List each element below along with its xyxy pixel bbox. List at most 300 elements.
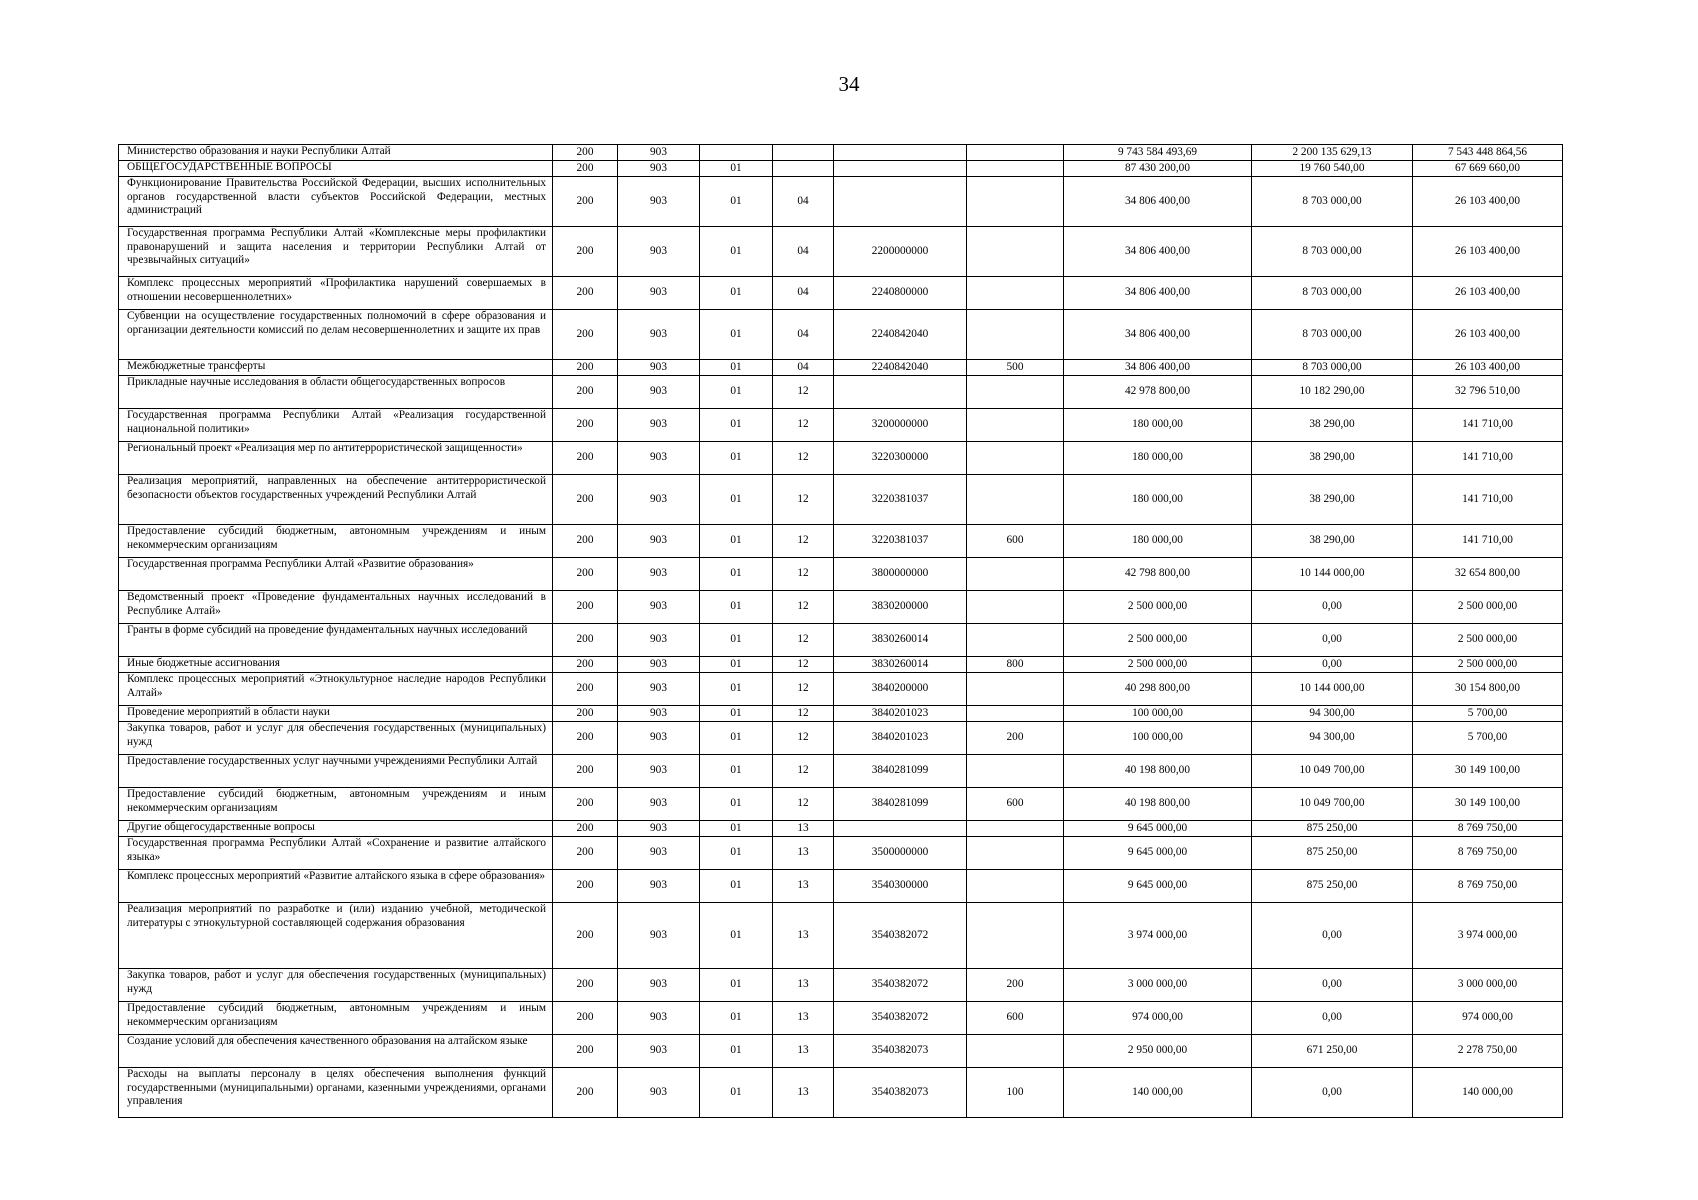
amount-2: 0,00 [1252, 624, 1413, 657]
amount-1: 40 198 800,00 [1064, 788, 1252, 821]
table-row [119, 837, 1563, 870]
section-code: 01 [700, 903, 773, 969]
amount-3: 30 149 100,00 [1413, 755, 1563, 788]
code-2: 903 [618, 1002, 700, 1035]
amount-3: 141 710,00 [1413, 475, 1563, 525]
code-1: 200 [553, 624, 618, 657]
table-row [119, 821, 1563, 837]
expense-type: 100 [967, 1068, 1064, 1118]
row-name: Проведение мероприятий в области науки [119, 706, 553, 722]
amount-2: 8 703 000,00 [1252, 360, 1413, 376]
amount-2: 10 049 700,00 [1252, 755, 1413, 788]
expense-type: 200 [967, 969, 1064, 1002]
code-2: 903 [618, 376, 700, 409]
table-row [119, 706, 1563, 722]
section-code [700, 145, 773, 161]
amount-1: 2 500 000,00 [1064, 657, 1252, 673]
table-row [119, 591, 1563, 624]
row-name: Создание условий для обеспечения качественного образования на алтайском языке [119, 1035, 553, 1068]
target-code: 3220381037 [834, 525, 967, 558]
target-code: 3220381037 [834, 475, 967, 525]
code-1: 200 [553, 277, 618, 310]
section-code: 01 [700, 657, 773, 673]
row-name: Государственная программа Республики Алтай «Развитие образования» [119, 558, 553, 591]
section-code: 01 [700, 624, 773, 657]
table-row [119, 673, 1563, 706]
page-number: 34 [838, 72, 860, 96]
amount-3: 8 769 750,00 [1413, 870, 1563, 903]
table-row [119, 442, 1563, 475]
expense-type [967, 837, 1064, 870]
subsection-code: 12 [773, 591, 834, 624]
expense-type [967, 558, 1064, 591]
code-2: 903 [618, 442, 700, 475]
row-name: Предоставление субсидий бюджетным, автономным учреждениям и иным некоммерческим организациям [119, 1002, 553, 1035]
amount-3: 2 500 000,00 [1413, 591, 1563, 624]
amount-3: 141 710,00 [1413, 525, 1563, 558]
section-code: 01 [700, 161, 773, 177]
table-body [119, 145, 1563, 1118]
amount-2: 94 300,00 [1252, 706, 1413, 722]
amount-3: 2 500 000,00 [1413, 657, 1563, 673]
table-row [119, 755, 1563, 788]
table-row [119, 525, 1563, 558]
section-code: 01 [700, 1068, 773, 1118]
code-2: 903 [618, 624, 700, 657]
amount-1: 100 000,00 [1064, 722, 1252, 755]
section-code: 01 [700, 277, 773, 310]
code-1: 200 [553, 475, 618, 525]
amount-3: 5 700,00 [1413, 722, 1563, 755]
expense-type: 500 [967, 360, 1064, 376]
expense-type [967, 755, 1064, 788]
amount-2: 10 144 000,00 [1252, 558, 1413, 591]
subsection-code: 12 [773, 409, 834, 442]
code-2: 903 [618, 903, 700, 969]
section-code: 01 [700, 969, 773, 1002]
code-2: 903 [618, 409, 700, 442]
amount-2: 8 703 000,00 [1252, 227, 1413, 277]
row-name: Министерство образования и науки Республики Алтай [119, 145, 553, 161]
table-row [119, 558, 1563, 591]
subsection-code: 13 [773, 1002, 834, 1035]
code-2: 903 [618, 673, 700, 706]
subsection-code: 12 [773, 442, 834, 475]
subsection-code: 13 [773, 821, 834, 837]
code-1: 200 [553, 1035, 618, 1068]
table-row [119, 177, 1563, 227]
amount-3: 3 000 000,00 [1413, 969, 1563, 1002]
expense-type: 600 [967, 525, 1064, 558]
section-code: 01 [700, 310, 773, 360]
amount-2: 10 049 700,00 [1252, 788, 1413, 821]
amount-2: 0,00 [1252, 657, 1413, 673]
table-row [119, 1035, 1563, 1068]
amount-3: 3 974 000,00 [1413, 903, 1563, 969]
budget-table [118, 144, 1563, 1118]
expense-type [967, 277, 1064, 310]
table-row [119, 722, 1563, 755]
table-row [119, 360, 1563, 376]
expense-type [967, 310, 1064, 360]
expense-type [967, 177, 1064, 227]
target-code: 3830260014 [834, 657, 967, 673]
code-1: 200 [553, 706, 618, 722]
amount-2: 875 250,00 [1252, 870, 1413, 903]
expense-type [967, 376, 1064, 409]
table-row [119, 409, 1563, 442]
code-2: 903 [618, 722, 700, 755]
target-code: 3540382072 [834, 1002, 967, 1035]
amount-1: 140 000,00 [1064, 1068, 1252, 1118]
target-code: 3840201023 [834, 722, 967, 755]
row-name: Государственная программа Республики Алтай «Сохранение и развитие алтайского языка» [119, 837, 553, 870]
code-2: 903 [618, 788, 700, 821]
amount-1: 180 000,00 [1064, 442, 1252, 475]
section-code: 01 [700, 525, 773, 558]
target-code: 2240800000 [834, 277, 967, 310]
amount-2: 875 250,00 [1252, 821, 1413, 837]
subsection-code: 04 [773, 310, 834, 360]
row-name: Комплекс процессных мероприятий «Профилактика нарушений совершаемых в отношении несовершеннолетних» [119, 277, 553, 310]
code-2: 903 [618, 161, 700, 177]
expense-type [967, 624, 1064, 657]
section-code: 01 [700, 376, 773, 409]
code-1: 200 [553, 409, 618, 442]
target-code: 3830260014 [834, 624, 967, 657]
code-2: 903 [618, 591, 700, 624]
expense-type [967, 591, 1064, 624]
row-name: ОБЩЕГОСУДАРСТВЕННЫЕ ВОПРОСЫ [119, 161, 553, 177]
row-name: Закупка товаров, работ и услуг для обеспечения государственных (муниципальных) нужд [119, 969, 553, 1002]
section-code: 01 [700, 722, 773, 755]
code-1: 200 [553, 227, 618, 277]
amount-3: 26 103 400,00 [1413, 177, 1563, 227]
subsection-code [773, 161, 834, 177]
table-row [119, 1002, 1563, 1035]
subsection-code: 12 [773, 475, 834, 525]
code-1: 200 [553, 442, 618, 475]
target-code [834, 161, 967, 177]
code-1: 200 [553, 673, 618, 706]
code-1: 200 [553, 837, 618, 870]
expense-type [967, 227, 1064, 277]
section-code: 01 [700, 558, 773, 591]
code-2: 903 [618, 310, 700, 360]
amount-1: 974 000,00 [1064, 1002, 1252, 1035]
section-code: 01 [700, 1002, 773, 1035]
table-row [119, 161, 1563, 177]
expense-type [967, 475, 1064, 525]
target-code: 3840281099 [834, 755, 967, 788]
amount-2: 0,00 [1252, 591, 1413, 624]
table-row [119, 870, 1563, 903]
section-code: 01 [700, 706, 773, 722]
code-2: 903 [618, 755, 700, 788]
expense-type [967, 903, 1064, 969]
target-code [834, 145, 967, 161]
subsection-code: 12 [773, 624, 834, 657]
code-1: 200 [553, 969, 618, 1002]
section-code: 01 [700, 227, 773, 277]
amount-3: 2 278 750,00 [1413, 1035, 1563, 1068]
code-1: 200 [553, 310, 618, 360]
amount-3: 974 000,00 [1413, 1002, 1563, 1035]
expense-type [967, 145, 1064, 161]
amount-1: 2 500 000,00 [1064, 624, 1252, 657]
code-2: 903 [618, 558, 700, 591]
target-code [834, 821, 967, 837]
target-code: 3540300000 [834, 870, 967, 903]
code-2: 903 [618, 821, 700, 837]
amount-2: 8 703 000,00 [1252, 177, 1413, 227]
code-1: 200 [553, 525, 618, 558]
row-name: Закупка товаров, работ и услуг для обеспечения государственных (муниципальных) нужд [119, 722, 553, 755]
code-2: 903 [618, 870, 700, 903]
row-name: Расходы на выплаты персоналу в целях обеспечения выполнения функций государственными (муниципальными) органами, казенными учреждениями, органами управления [119, 1068, 553, 1118]
amount-1: 9 645 000,00 [1064, 870, 1252, 903]
amount-2: 671 250,00 [1252, 1035, 1413, 1068]
row-name: Реализация мероприятий по разработке и (или) изданию учебной, методической литературы с этнокультурной составляющей содержания образования [119, 903, 553, 969]
subsection-code: 13 [773, 1068, 834, 1118]
table-row [119, 145, 1563, 161]
subsection-code: 12 [773, 788, 834, 821]
row-name: Субвенции на осуществление государственных полномочий в сфере образования и организации деятельности комиссий по делам несовершеннолетних и защите их прав [119, 310, 553, 360]
amount-3: 7 543 448 864,56 [1413, 145, 1563, 161]
amount-2: 10 182 290,00 [1252, 376, 1413, 409]
table-row [119, 788, 1563, 821]
subsection-code: 13 [773, 837, 834, 870]
expense-type [967, 706, 1064, 722]
amount-3: 30 154 800,00 [1413, 673, 1563, 706]
amount-1: 34 806 400,00 [1064, 360, 1252, 376]
row-name: Государственная программа Республики Алтай «Реализация государственной национальной политики» [119, 409, 553, 442]
target-code: 3540382072 [834, 969, 967, 1002]
amount-2: 2 200 135 629,13 [1252, 145, 1413, 161]
target-code: 2240842040 [834, 360, 967, 376]
code-1: 200 [553, 870, 618, 903]
code-1: 200 [553, 558, 618, 591]
target-code: 3800000000 [834, 558, 967, 591]
row-name: Предоставление государственных услуг научными учреждениями Республики Алтай [119, 755, 553, 788]
code-1: 200 [553, 161, 618, 177]
amount-1: 42 978 800,00 [1064, 376, 1252, 409]
code-2: 903 [618, 475, 700, 525]
amount-1: 40 298 800,00 [1064, 673, 1252, 706]
section-code: 01 [700, 409, 773, 442]
row-name: Комплекс процессных мероприятий «Этнокультурное наследие народов Республики Алтай» [119, 673, 553, 706]
section-code: 01 [700, 591, 773, 624]
code-1: 200 [553, 755, 618, 788]
section-code: 01 [700, 360, 773, 376]
expense-type: 600 [967, 788, 1064, 821]
subsection-code: 12 [773, 755, 834, 788]
amount-1: 34 806 400,00 [1064, 277, 1252, 310]
section-code: 01 [700, 673, 773, 706]
amount-3: 2 500 000,00 [1413, 624, 1563, 657]
code-1: 200 [553, 1002, 618, 1035]
target-code: 3500000000 [834, 837, 967, 870]
row-name: Другие общегосударственные вопросы [119, 821, 553, 837]
subsection-code: 13 [773, 969, 834, 1002]
expense-type [967, 821, 1064, 837]
amount-3: 141 710,00 [1413, 409, 1563, 442]
table-row [119, 475, 1563, 525]
target-code: 3830200000 [834, 591, 967, 624]
amount-2: 94 300,00 [1252, 722, 1413, 755]
amount-2: 38 290,00 [1252, 442, 1413, 475]
table-row [119, 376, 1563, 409]
amount-3: 67 669 660,00 [1413, 161, 1563, 177]
table-row [119, 903, 1563, 969]
amount-1: 100 000,00 [1064, 706, 1252, 722]
amount-1: 9 743 584 493,69 [1064, 145, 1252, 161]
amount-1: 3 974 000,00 [1064, 903, 1252, 969]
amount-3: 8 769 750,00 [1413, 821, 1563, 837]
table-row [119, 227, 1563, 277]
target-code: 3840200000 [834, 673, 967, 706]
code-1: 200 [553, 145, 618, 161]
code-2: 903 [618, 1068, 700, 1118]
amount-3: 8 769 750,00 [1413, 837, 1563, 870]
table-row [119, 969, 1563, 1002]
amount-1: 180 000,00 [1064, 475, 1252, 525]
amount-2: 0,00 [1252, 1068, 1413, 1118]
target-code: 3200000000 [834, 409, 967, 442]
target-code: 3220300000 [834, 442, 967, 475]
section-code: 01 [700, 837, 773, 870]
amount-1: 34 806 400,00 [1064, 310, 1252, 360]
code-2: 903 [618, 706, 700, 722]
expense-type: 800 [967, 657, 1064, 673]
amount-3: 26 103 400,00 [1413, 360, 1563, 376]
code-2: 903 [618, 1035, 700, 1068]
section-code: 01 [700, 475, 773, 525]
row-name: Государственная программа Республики Алтай «Комплексные меры профилактики правонарушений и защита населения и территории Республики Алтай от чрезвычайных ситуаций» [119, 227, 553, 277]
code-2: 903 [618, 177, 700, 227]
row-name: Межбюджетные трансферты [119, 360, 553, 376]
amount-2: 0,00 [1252, 903, 1413, 969]
amount-2: 10 144 000,00 [1252, 673, 1413, 706]
amount-3: 32 796 510,00 [1413, 376, 1563, 409]
amount-3: 26 103 400,00 [1413, 310, 1563, 360]
subsection-code: 04 [773, 360, 834, 376]
amount-1: 34 806 400,00 [1064, 177, 1252, 227]
code-1: 200 [553, 177, 618, 227]
expense-type [967, 442, 1064, 475]
amount-3: 26 103 400,00 [1413, 227, 1563, 277]
amount-3: 5 700,00 [1413, 706, 1563, 722]
subsection-code: 12 [773, 558, 834, 591]
table-row [119, 277, 1563, 310]
amount-3: 30 149 100,00 [1413, 788, 1563, 821]
subsection-code: 12 [773, 525, 834, 558]
section-code: 01 [700, 1035, 773, 1068]
subsection-code [773, 145, 834, 161]
amount-2: 38 290,00 [1252, 525, 1413, 558]
amount-3: 32 654 800,00 [1413, 558, 1563, 591]
expense-type [967, 409, 1064, 442]
row-name: Иные бюджетные ассигнования [119, 657, 553, 673]
code-2: 903 [618, 525, 700, 558]
amount-1: 9 645 000,00 [1064, 821, 1252, 837]
code-1: 200 [553, 657, 618, 673]
amount-2: 8 703 000,00 [1252, 310, 1413, 360]
code-2: 903 [618, 227, 700, 277]
subsection-code: 12 [773, 706, 834, 722]
table-row [119, 624, 1563, 657]
subsection-code: 04 [773, 277, 834, 310]
target-code: 3540382073 [834, 1068, 967, 1118]
section-code: 01 [700, 755, 773, 788]
amount-1: 9 645 000,00 [1064, 837, 1252, 870]
section-code: 01 [700, 870, 773, 903]
subsection-code: 13 [773, 1035, 834, 1068]
subsection-code: 12 [773, 673, 834, 706]
amount-2: 0,00 [1252, 969, 1413, 1002]
target-code: 3540382072 [834, 903, 967, 969]
row-name: Гранты в форме субсидий на проведение фундаментальных научных исследований [119, 624, 553, 657]
code-1: 200 [553, 591, 618, 624]
expense-type [967, 1035, 1064, 1068]
target-code: 3540382073 [834, 1035, 967, 1068]
code-2: 903 [618, 145, 700, 161]
amount-1: 87 430 200,00 [1064, 161, 1252, 177]
amount-2: 38 290,00 [1252, 475, 1413, 525]
subsection-code: 12 [773, 376, 834, 409]
row-name: Региональный проект «Реализация мер по антитеррористической защищенности» [119, 442, 553, 475]
amount-1: 42 798 800,00 [1064, 558, 1252, 591]
code-2: 903 [618, 360, 700, 376]
code-1: 200 [553, 1068, 618, 1118]
amount-2: 19 760 540,00 [1252, 161, 1413, 177]
row-name: Функционирование Правительства Российской Федерации, высших исполнительных органов государственной власти субъектов Российской Федерации, местных администраций [119, 177, 553, 227]
code-1: 200 [553, 722, 618, 755]
subsection-code: 04 [773, 227, 834, 277]
subsection-code: 13 [773, 903, 834, 969]
amount-1: 2 500 000,00 [1064, 591, 1252, 624]
expense-type [967, 870, 1064, 903]
target-code: 2200000000 [834, 227, 967, 277]
amount-1: 180 000,00 [1064, 409, 1252, 442]
section-code: 01 [700, 442, 773, 475]
code-2: 903 [618, 837, 700, 870]
section-code: 01 [700, 788, 773, 821]
row-name: Предоставление субсидий бюджетным, автономным учреждениям и иным некоммерческим организациям [119, 788, 553, 821]
amount-1: 2 950 000,00 [1064, 1035, 1252, 1068]
row-name: Прикладные научные исследования в области общегосударственных вопросов [119, 376, 553, 409]
target-code: 2240842040 [834, 310, 967, 360]
amount-3: 141 710,00 [1413, 442, 1563, 475]
expense-type: 600 [967, 1002, 1064, 1035]
row-name: Предоставление субсидий бюджетным, автономным учреждениям и иным некоммерческим организациям [119, 525, 553, 558]
row-name: Реализация мероприятий, направленных на обеспечение антитеррористической безопасности объектов государственных учреждений Республики Алтай [119, 475, 553, 525]
subsection-code: 12 [773, 722, 834, 755]
expense-type [967, 161, 1064, 177]
section-code: 01 [700, 177, 773, 227]
expense-type [967, 673, 1064, 706]
amount-1: 34 806 400,00 [1064, 227, 1252, 277]
target-code [834, 177, 967, 227]
expense-type: 200 [967, 722, 1064, 755]
target-code: 3840281099 [834, 788, 967, 821]
code-1: 200 [553, 360, 618, 376]
target-code [834, 376, 967, 409]
code-2: 903 [618, 969, 700, 1002]
code-1: 200 [553, 788, 618, 821]
amount-2: 38 290,00 [1252, 409, 1413, 442]
amount-2: 875 250,00 [1252, 837, 1413, 870]
